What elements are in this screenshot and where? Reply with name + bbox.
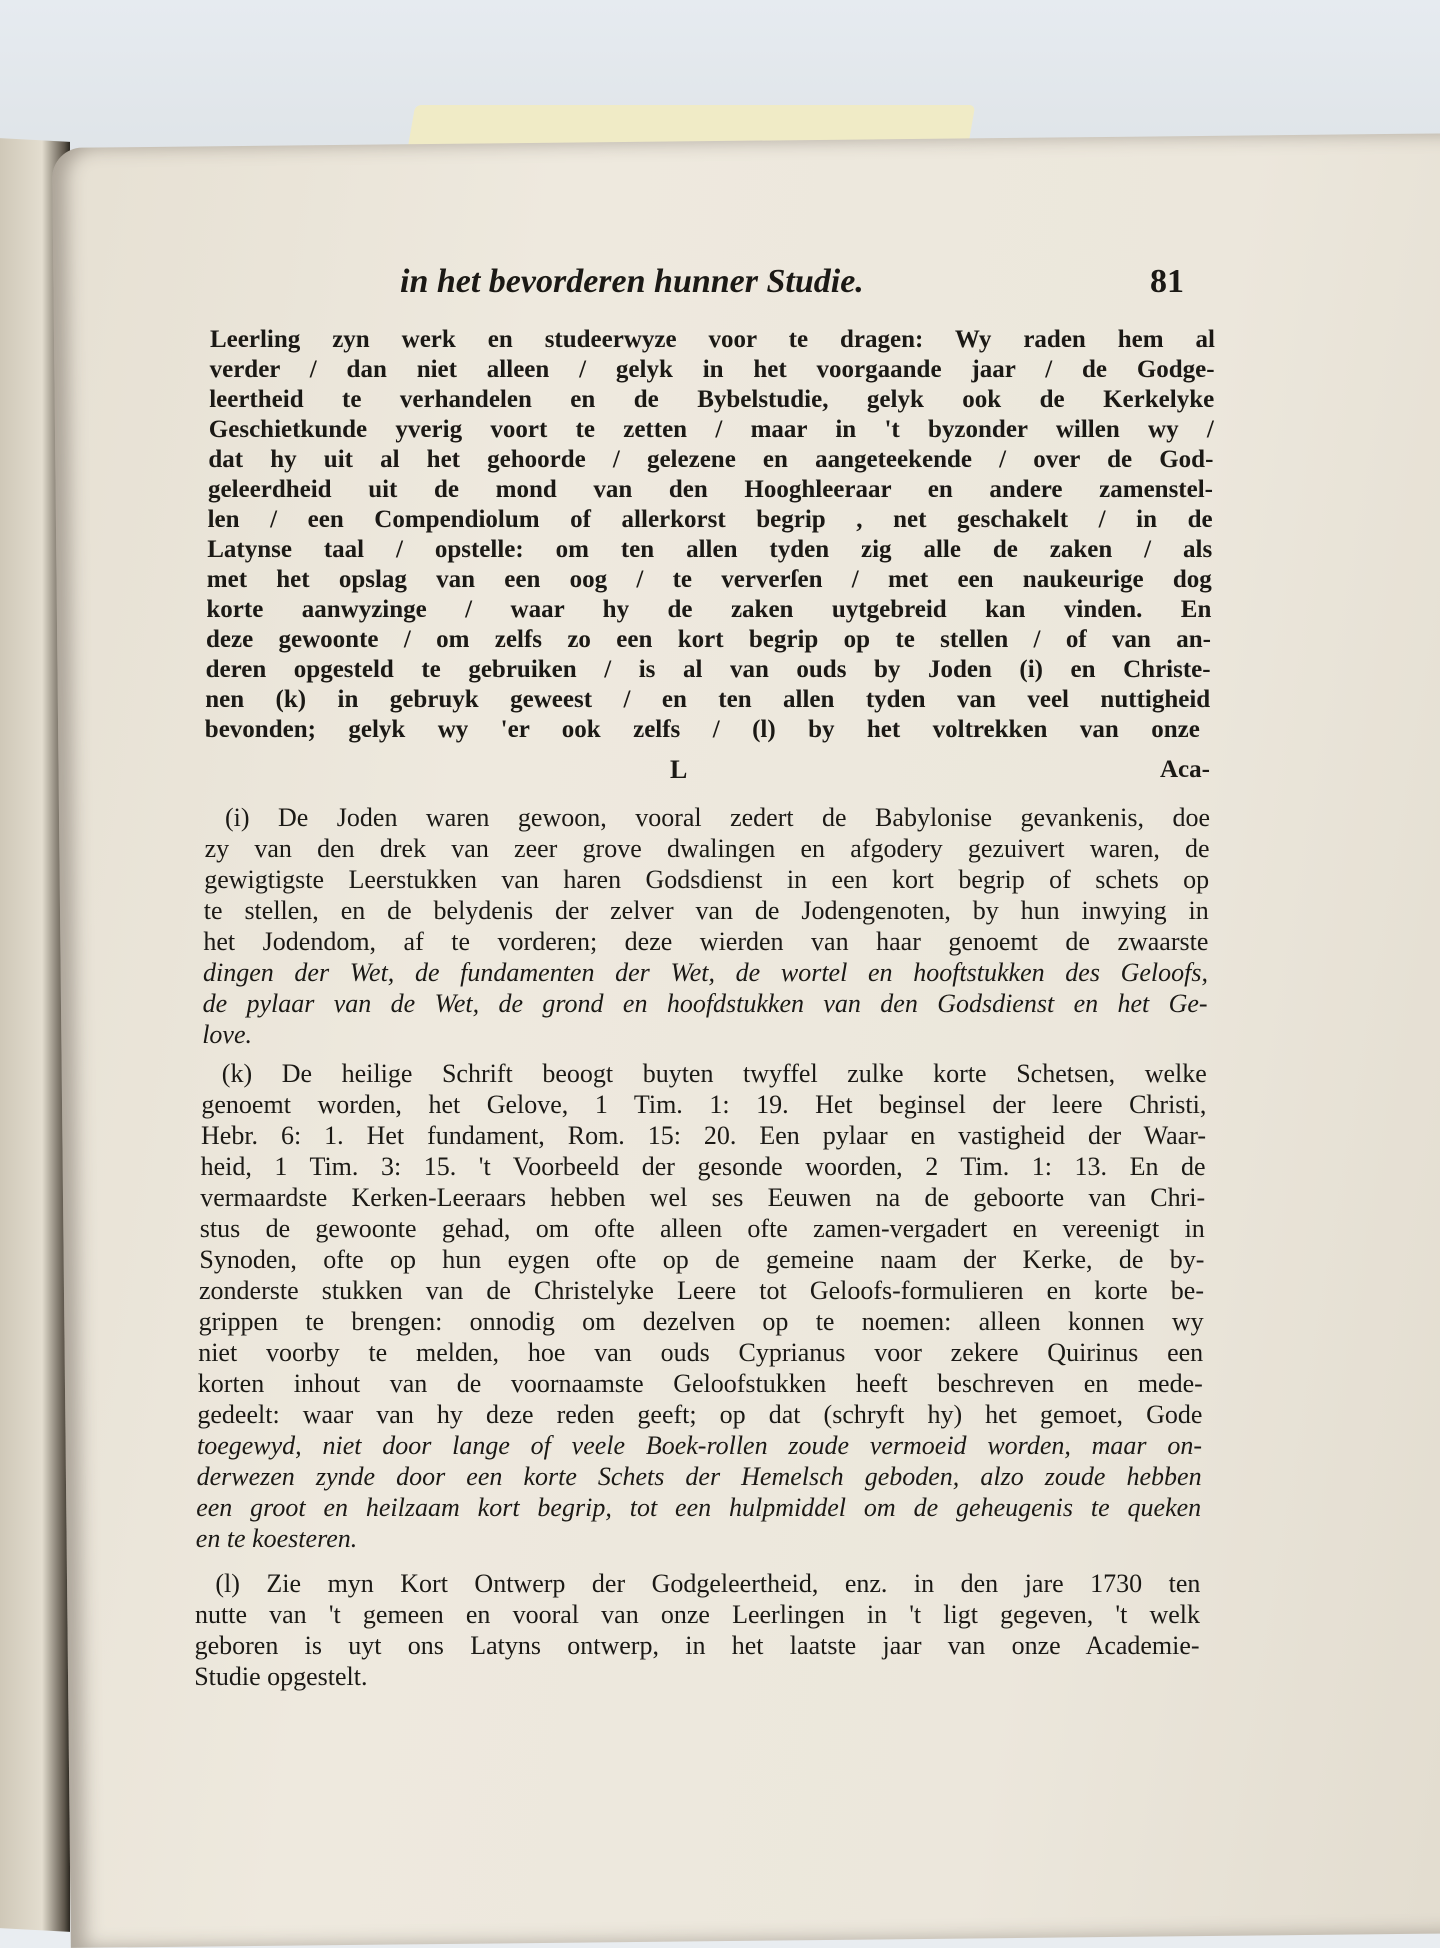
catchword: Aca- <box>1160 756 1210 783</box>
footnote-line: geboren is uyt ons Latyns ontwerp, in het laatste jaar van onze Academie- <box>194 1631 1200 1660</box>
footnote-line: heid, 1 Tim. 3: 15. 't Voorbeeld der gesonde woorden, 2 Tim. 1: 13. En de <box>200 1152 1206 1181</box>
footnote-line: korten inhout van de voornaamste Geloofstukken heeft beschreven en mede- <box>197 1369 1203 1398</box>
body-line: Geschietkunde yverig voort te zetten / maar in 't byzonder willen wy / <box>208 416 1214 443</box>
body-line: deren opgesteld te gebruiken / is al van ouds by Joden (i) en Christe- <box>205 656 1211 683</box>
footnote-line: vermaardste Kerken-Leeraars hebben wel ses Eeuwen na de geboorte van Chri- <box>200 1183 1206 1212</box>
footnote-line: de pylaar van de Wet, de grond en hoofdstukken van den Godsdienst en het Ge- <box>202 989 1208 1018</box>
body-line: nen (k) in gebruyk geweest / en ten allen tyden van veel nuttigheid <box>205 686 1211 713</box>
body-line: bevonden; gelyk wy 'er ook zelfs / (l) by het voltrekken van onze <box>204 716 1200 743</box>
body-line: deze gewoonte / om zelfs zo een kort begrip op te stellen / of van an- <box>206 626 1211 653</box>
footnote-line: dingen der Wet, de fundamenten der Wet, de wortel en hooftstukken des Geloofs, <box>203 958 1208 987</box>
footnote-line: gedeelt: waar van hy deze reden geeft; op dat (schryft hy) het gemoet, Gode <box>197 1400 1203 1429</box>
body-line: len / een Compendiolum of allerkorst begrip , net geschakelt / in de <box>207 506 1213 533</box>
footnote-line: een groot en heilzaam kort begrip, tot een hulpmiddel om de geheugenis te queken <box>196 1493 1202 1522</box>
running-title: in het bevorderen hunner Studie. <box>400 263 864 300</box>
footnote-line: (k) De heilige Schrift beoogt buyten twyffel zulke korte Schetsen, welke <box>221 1059 1207 1088</box>
footnote-line: niet voorby te melden, hoe van ouds Cyprianus voor zekere Quirinus een <box>198 1338 1204 1367</box>
footnote-line: zonderste stukken van de Christelyke Leere tot Geloofs-formulieren en korte be- <box>199 1276 1204 1305</box>
body-line: verder / dan niet alleen / gelyk in het voorgaande jaar / de Godge- <box>209 356 1215 383</box>
body-line: Latynse taal / opstelle: om ten allen tyden zig alle de zaken / als <box>207 536 1213 563</box>
footnote-line: Hebr. 6: 1. Het fundament, Rom. 15: 20. Een pylaar en vastigheid der Waar- <box>201 1121 1206 1150</box>
footnote-line: derwezen zynde door een korte Schets der Hemelsch geboden, alzo zoude hebben <box>196 1462 1202 1491</box>
footnote-line: Synoden, ofte op hun eygen ofte op de gemeine naam der Kerke, de by- <box>199 1245 1205 1274</box>
footnote-line: gewigtigste Leerstukken van haren Godsdienst in een kort begrip of schets op <box>204 865 1210 894</box>
footnote-line: Studie opgestelt. <box>194 1662 368 1691</box>
footnote-line: het Jodendom, af te vorderen; deze wierden van haar genoemt de zwaarste <box>203 927 1209 956</box>
page-number: 81 <box>1150 263 1184 300</box>
footnote-line: te stellen, en de belydenis der zelver van de Jodengenoten, by hun inwying in <box>203 896 1209 925</box>
body-line: geleerdheid uit de mond van den Hooghleeraar en andere zamenstel- <box>208 476 1213 503</box>
footnote-line: (l) Zie myn Kort Ontwerp der Godgeleertheid, enz. in den jare 1730 ten <box>215 1569 1201 1598</box>
body-line: korte aanwyzinge / waar hy de zaken uytgebreid kan vinden. En <box>206 596 1212 623</box>
signature-mark: L <box>670 755 688 784</box>
footnote-line: stus de gewoonte gehad, om ofte alleen ofte zamen-vergadert en vereenigt in <box>199 1214 1205 1243</box>
footnote-line: grippen te brengen: onnodig om dezelven op te noemen: alleen konnen wy <box>198 1307 1204 1336</box>
body-line: Leerling zyn werk en studeerwyze voor te dragen: Wy raden hem al <box>210 326 1215 353</box>
footnote-line: toegewyd, niet door lange of veele Boek-rollen zoude vermoeid worden, maar on- <box>197 1431 1202 1460</box>
body-line: leertheid te verhandelen en de Bybelstudie, gelyk ook de Kerkelyke <box>209 386 1215 413</box>
footnote-line: love. <box>202 1020 252 1049</box>
footnote-line: (i) De Joden waren gewoon, vooral zedert de Babylonise gevankenis, doe <box>225 803 1210 832</box>
body-line: met het opslag van een oog / te ververſen / met een naukeurige dog <box>206 566 1212 593</box>
footnote-line: genoemt worden, het Gelove, 1 Tim. 1: 19. Het beginsel der leere Christi, <box>201 1090 1207 1119</box>
footnote-line: zy van den drek van zeer grove dwalingen en afgodery gezuivert waren, de <box>204 834 1210 863</box>
footnote-line: en te koesteren. <box>195 1524 358 1553</box>
footnote-line: nutte van 't gemeen en vooral van onze Leerlingen in 't ligt gegeven, 't welk <box>195 1600 1200 1629</box>
body-line: dat hy uit al het gehoorde / gelezene en aangeteekende / over de God- <box>208 446 1214 473</box>
